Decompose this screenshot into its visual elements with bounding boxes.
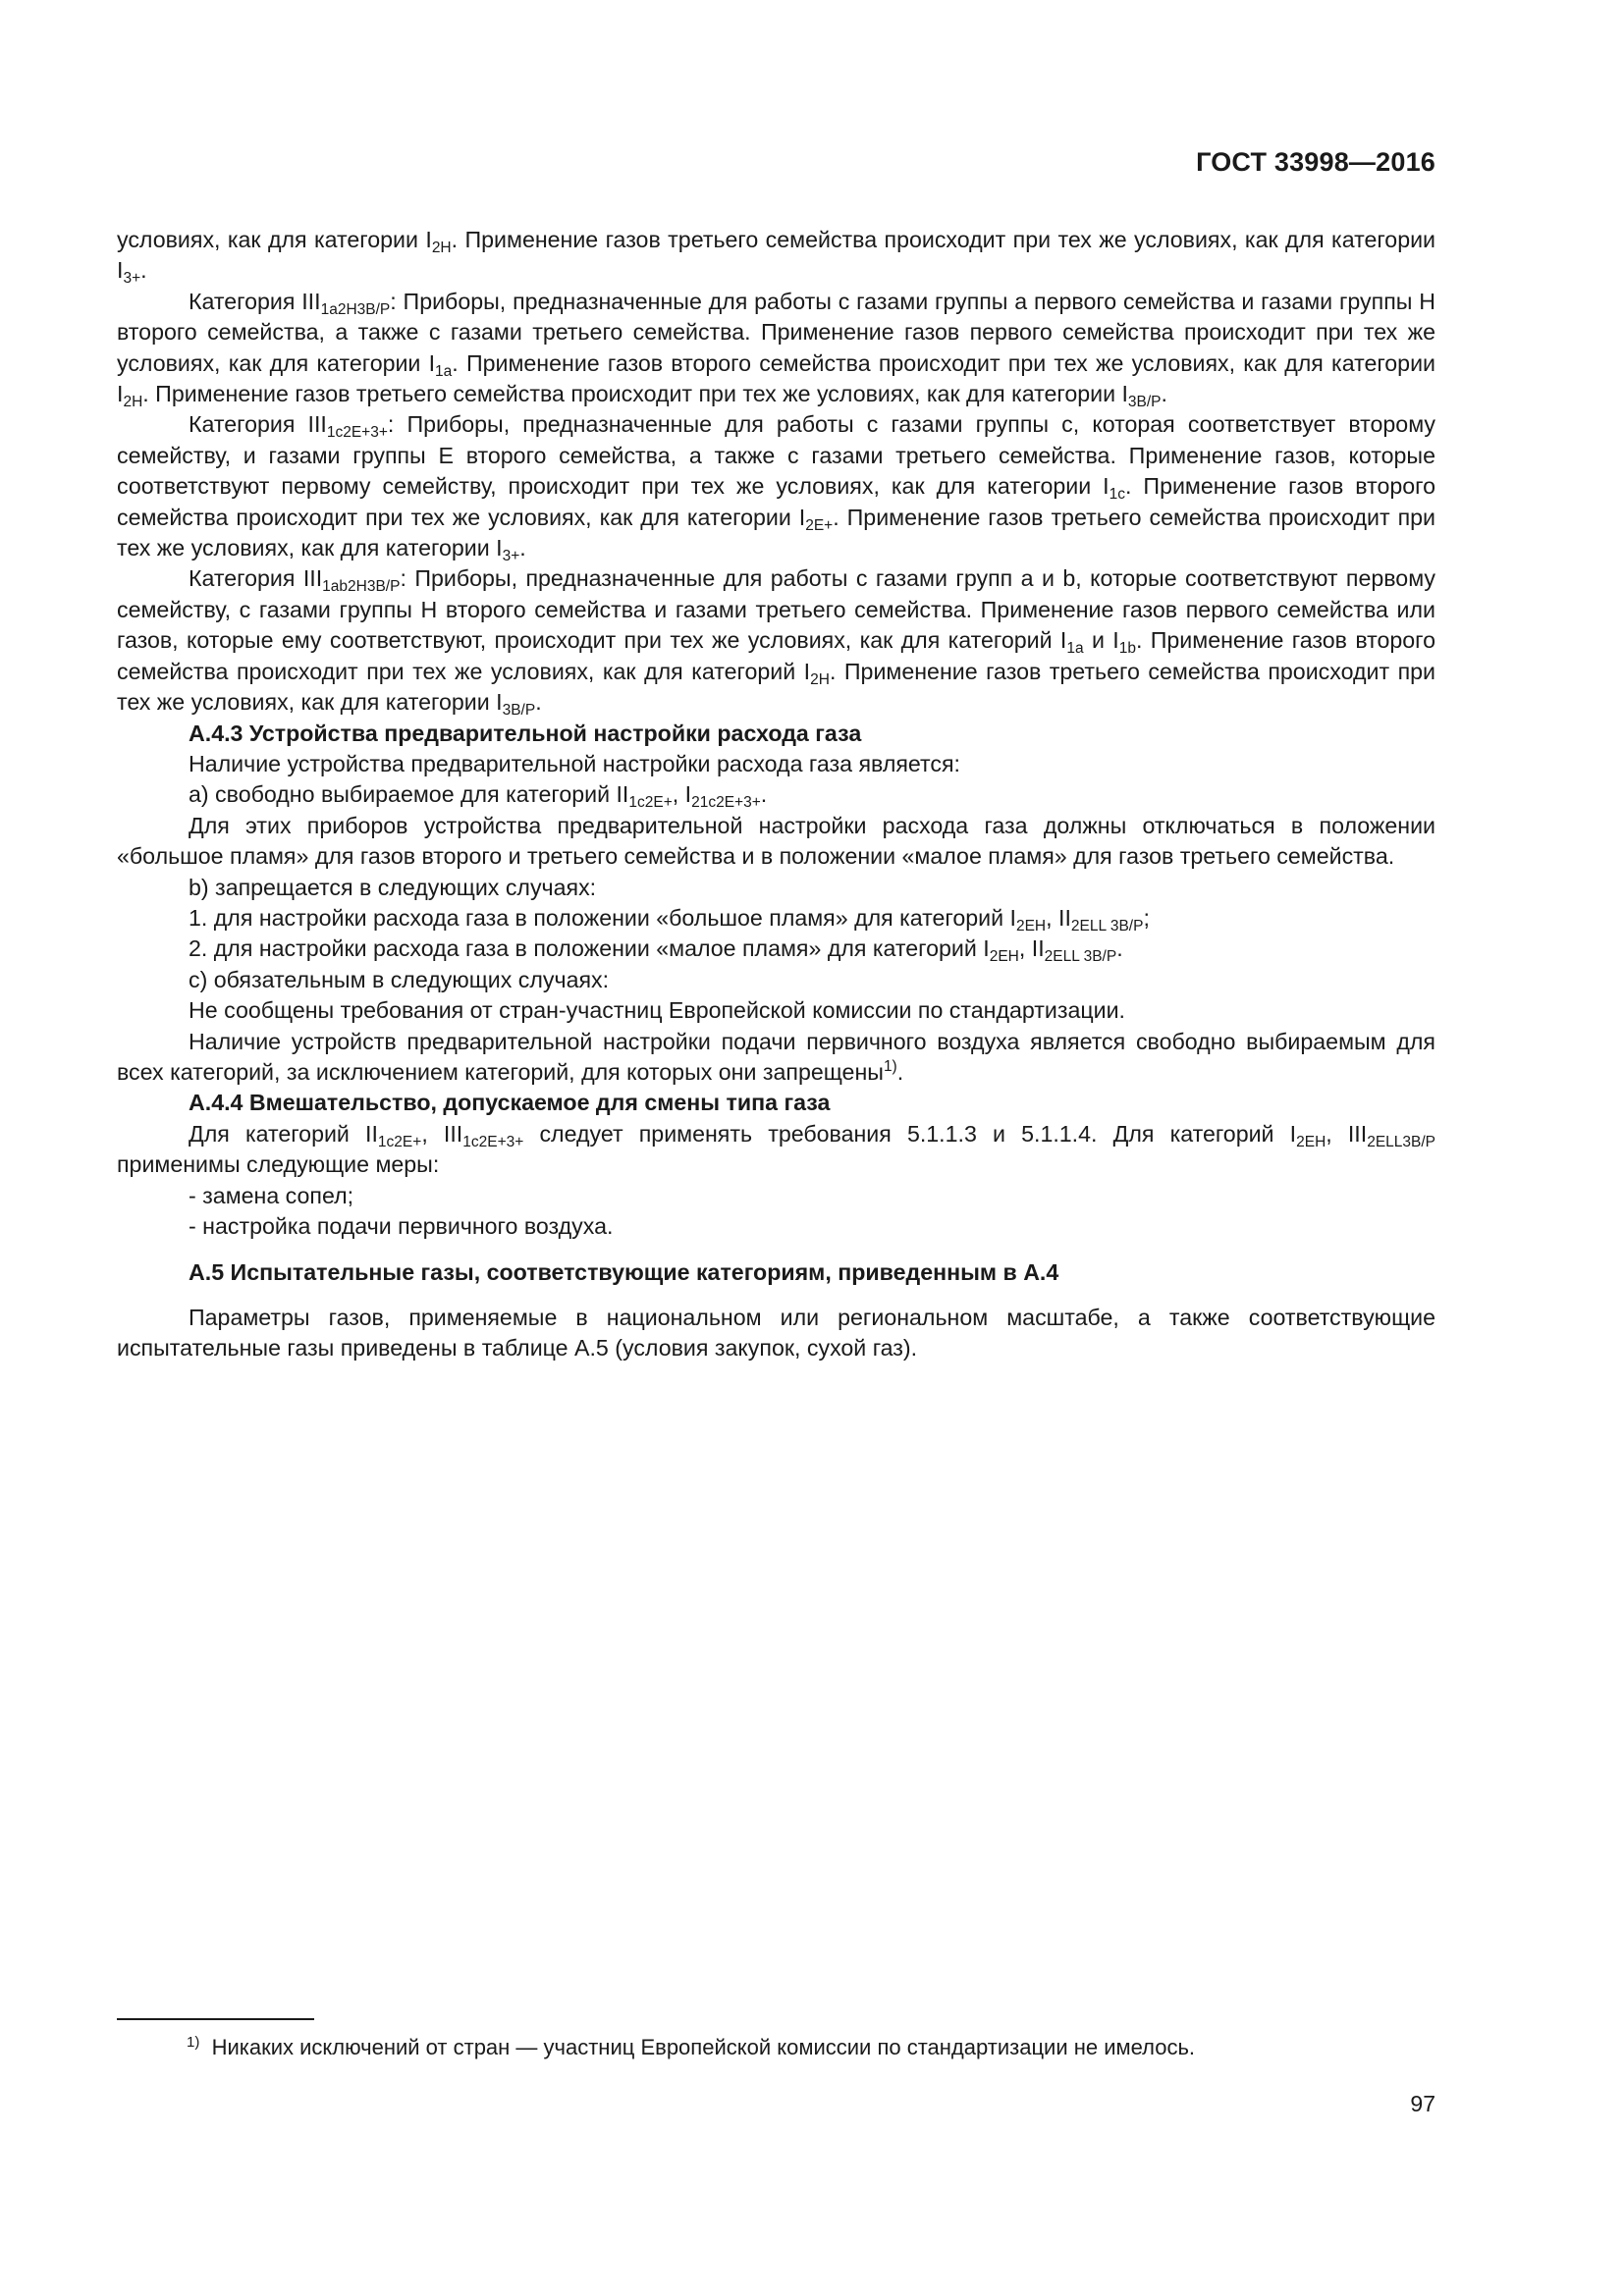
subscript: 1b <box>1118 640 1136 658</box>
subscript: 2EH <box>1015 917 1047 934</box>
text: , III <box>421 1120 463 1147</box>
text: . <box>1161 381 1167 407</box>
text: ; <box>1143 904 1150 931</box>
text: . <box>1116 935 1123 962</box>
paragraph: Не сообщены требования от стран-участниц Европейской комиссии по стандартизации. <box>189 997 1126 1024</box>
text: Категория III <box>189 565 323 592</box>
text: 1. для настройки расхода газа в положении «большое пламя» для категорий I <box>189 904 1016 931</box>
subscript: 2ELL 3B/P <box>1044 948 1117 966</box>
text: . <box>896 1058 904 1085</box>
footnote-marker: 1) <box>187 2034 200 2051</box>
list-item-2 <box>117 934 1435 964</box>
subscript: 2H <box>123 394 143 411</box>
subscript: 2H <box>431 240 452 256</box>
footnote <box>187 2033 1195 2062</box>
paragraph <box>117 1119 1435 1181</box>
footnote-text: Никаких исключений от стран — участниц Европейской комиссии по стандартизации не имелось. <box>211 2035 1196 2059</box>
text: . Применение газов третьего семейства происходит при тех же условиях, как для категории I <box>117 227 1435 284</box>
list-item-a <box>117 779 1435 810</box>
paragraph-category-iii-1ab2h3bp <box>117 563 1435 718</box>
text: . <box>760 781 768 808</box>
subscript: 1a2H3B/P <box>320 300 391 318</box>
text: . Применение газов второго семейства происходит при тех же условиях, как для категории I <box>117 349 1435 407</box>
text: , III <box>1326 1120 1368 1147</box>
text: Для категорий II <box>189 1120 378 1147</box>
text: . Применение газов второго семейства происходит при тех же условиях, как для категорий I <box>117 627 1436 684</box>
list-item-dash: - настройка подачи первичного воздуха. <box>189 1213 614 1239</box>
subscript: 1c2E+3+ <box>462 1133 524 1150</box>
subscript: 3+ <box>123 270 141 288</box>
text: . Применение газов третьего семейства происходит при тех же условиях, как для категории I <box>117 504 1435 561</box>
text: : Приборы, предназначенные для работы с газами группы с, которая соответствует второму семейству, и газами группы Е второго семейства, а также с газами третьего семейства. Применение газов, которые соответствуют первому семейству, происходит при тех же условиях, как для категории I <box>117 411 1435 500</box>
subscript: 3B/P <box>1127 394 1162 411</box>
subscript: 1ab2H3B/P <box>322 578 401 596</box>
subscript: 1c2E+3+ <box>326 424 388 442</box>
text: 2. для настройки расхода газа в положении «малое пламя» для категорий I <box>189 935 990 962</box>
text: . <box>519 535 526 561</box>
subscript: 2ELL 3B/P <box>1070 917 1144 934</box>
text: : Приборы, предназначенные для работы с газами групп а и b, которые соответствуют первому семейству, с газами группы Н второго семейства и газами третьего семейства. Применение газов первого семейства или газов, которые ему соответствуют, происходит при тех же условиях, как для категорий I <box>117 565 1435 654</box>
text: Наличие устройств предварительной настройки подачи первичного воздуха является свободно выбираемым для всех категорий, за исключением категорий, для которых они запрещены <box>117 1028 1435 1085</box>
text: . Применение газов третьего семейства происходит при тех же условиях, как для категории I <box>142 381 1128 407</box>
text: и I <box>1083 627 1119 654</box>
subscript: 1c2E+ <box>628 794 673 812</box>
paragraph-with-footnote-ref <box>117 1027 1435 1089</box>
section-heading-a5: А.5 Испытательные газы, соответствующие категориям, приведенным в А.4 <box>189 1259 1059 1286</box>
text: , I <box>672 781 692 808</box>
text: . <box>535 689 542 716</box>
subscript: 3B/P <box>502 702 536 720</box>
subscript: 1c <box>1109 486 1125 504</box>
subscript: 2E+ <box>805 516 834 534</box>
text: . <box>140 257 147 284</box>
section-heading-a43: А.4.3 Устройства предварительной настройки расхода газа <box>189 720 862 746</box>
paragraph-category-iii-1a2h3bp <box>117 287 1435 410</box>
text: . Применение газов второго семейства происходит при тех же условиях, как для категории I <box>117 473 1435 530</box>
subscript: 2ELL3B/P <box>1367 1133 1436 1150</box>
document-code-header: ГОСТ 33998—2016 <box>1196 147 1435 177</box>
list-item-b: b) запрещается в следующих случаях: <box>189 874 597 900</box>
footnote-separator <box>117 2018 314 2020</box>
text: условиях, как для категории I <box>117 227 432 252</box>
subscript: 1a <box>435 362 453 380</box>
text: Категория III <box>189 411 327 438</box>
footnote-reference: 1) <box>883 1057 897 1075</box>
paragraph-continuation <box>117 225 1435 287</box>
paragraph: Наличие устройства предварительной настройки расхода газа является: <box>189 750 960 776</box>
text: , II <box>1018 935 1045 962</box>
text: , II <box>1046 904 1071 931</box>
subscript: 1c2E+ <box>377 1133 422 1150</box>
list-item-c: с) обязательным в следующих случаях: <box>189 966 610 992</box>
list-item-1 <box>117 903 1435 934</box>
text: . Применение газов третьего семейства происходит при тех же условиях, как для категории I <box>117 658 1435 716</box>
paragraph: Для этих приборов устройства предварительной настройки расхода газа должны отключаться в положении «большое пламя» для газов второго и третьего семейства и в положении «малое пламя» для газов третьего семейства. <box>117 812 1435 870</box>
text: следует применять требования 5.1.1.3 и 5.1.1.4. Для категорий I <box>523 1120 1297 1147</box>
page-number: 97 <box>1410 2091 1435 2116</box>
subscript: 2H <box>810 670 830 688</box>
text: Категория III <box>189 288 321 314</box>
text: применимы следующие меры: <box>117 1151 440 1178</box>
subscript: 2EH <box>989 948 1019 966</box>
subscript: 21c2E+3+ <box>691 794 761 812</box>
subscript: 2EH <box>1296 1133 1326 1150</box>
paragraph-category-iii-1c2e3 <box>117 409 1435 563</box>
document-body <box>117 225 1435 1364</box>
text: : Приборы, предназначенные для работы с газами группы а первого семейства и газами группы Н второго семейства, а также с газами третьего семейства. Применение газов первого семейства происходит при тех же условиях, как для категории I <box>117 288 1436 376</box>
subscript: 1a <box>1066 640 1084 658</box>
section-heading-a44: А.4.4 Вмешательство, допускаемое для смены типа газа <box>189 1090 831 1116</box>
subscript: 3+ <box>502 548 520 565</box>
text: а) свободно выбираемое для категорий II <box>189 781 629 808</box>
list-item-dash: - замена сопел; <box>189 1182 354 1208</box>
paragraph: Параметры газов, применяемые в национальном или региональном масштабе, а также соответствующие испытательные газы приведены в таблице А.5 (условия закупок, сухой газ). <box>117 1304 1435 1362</box>
